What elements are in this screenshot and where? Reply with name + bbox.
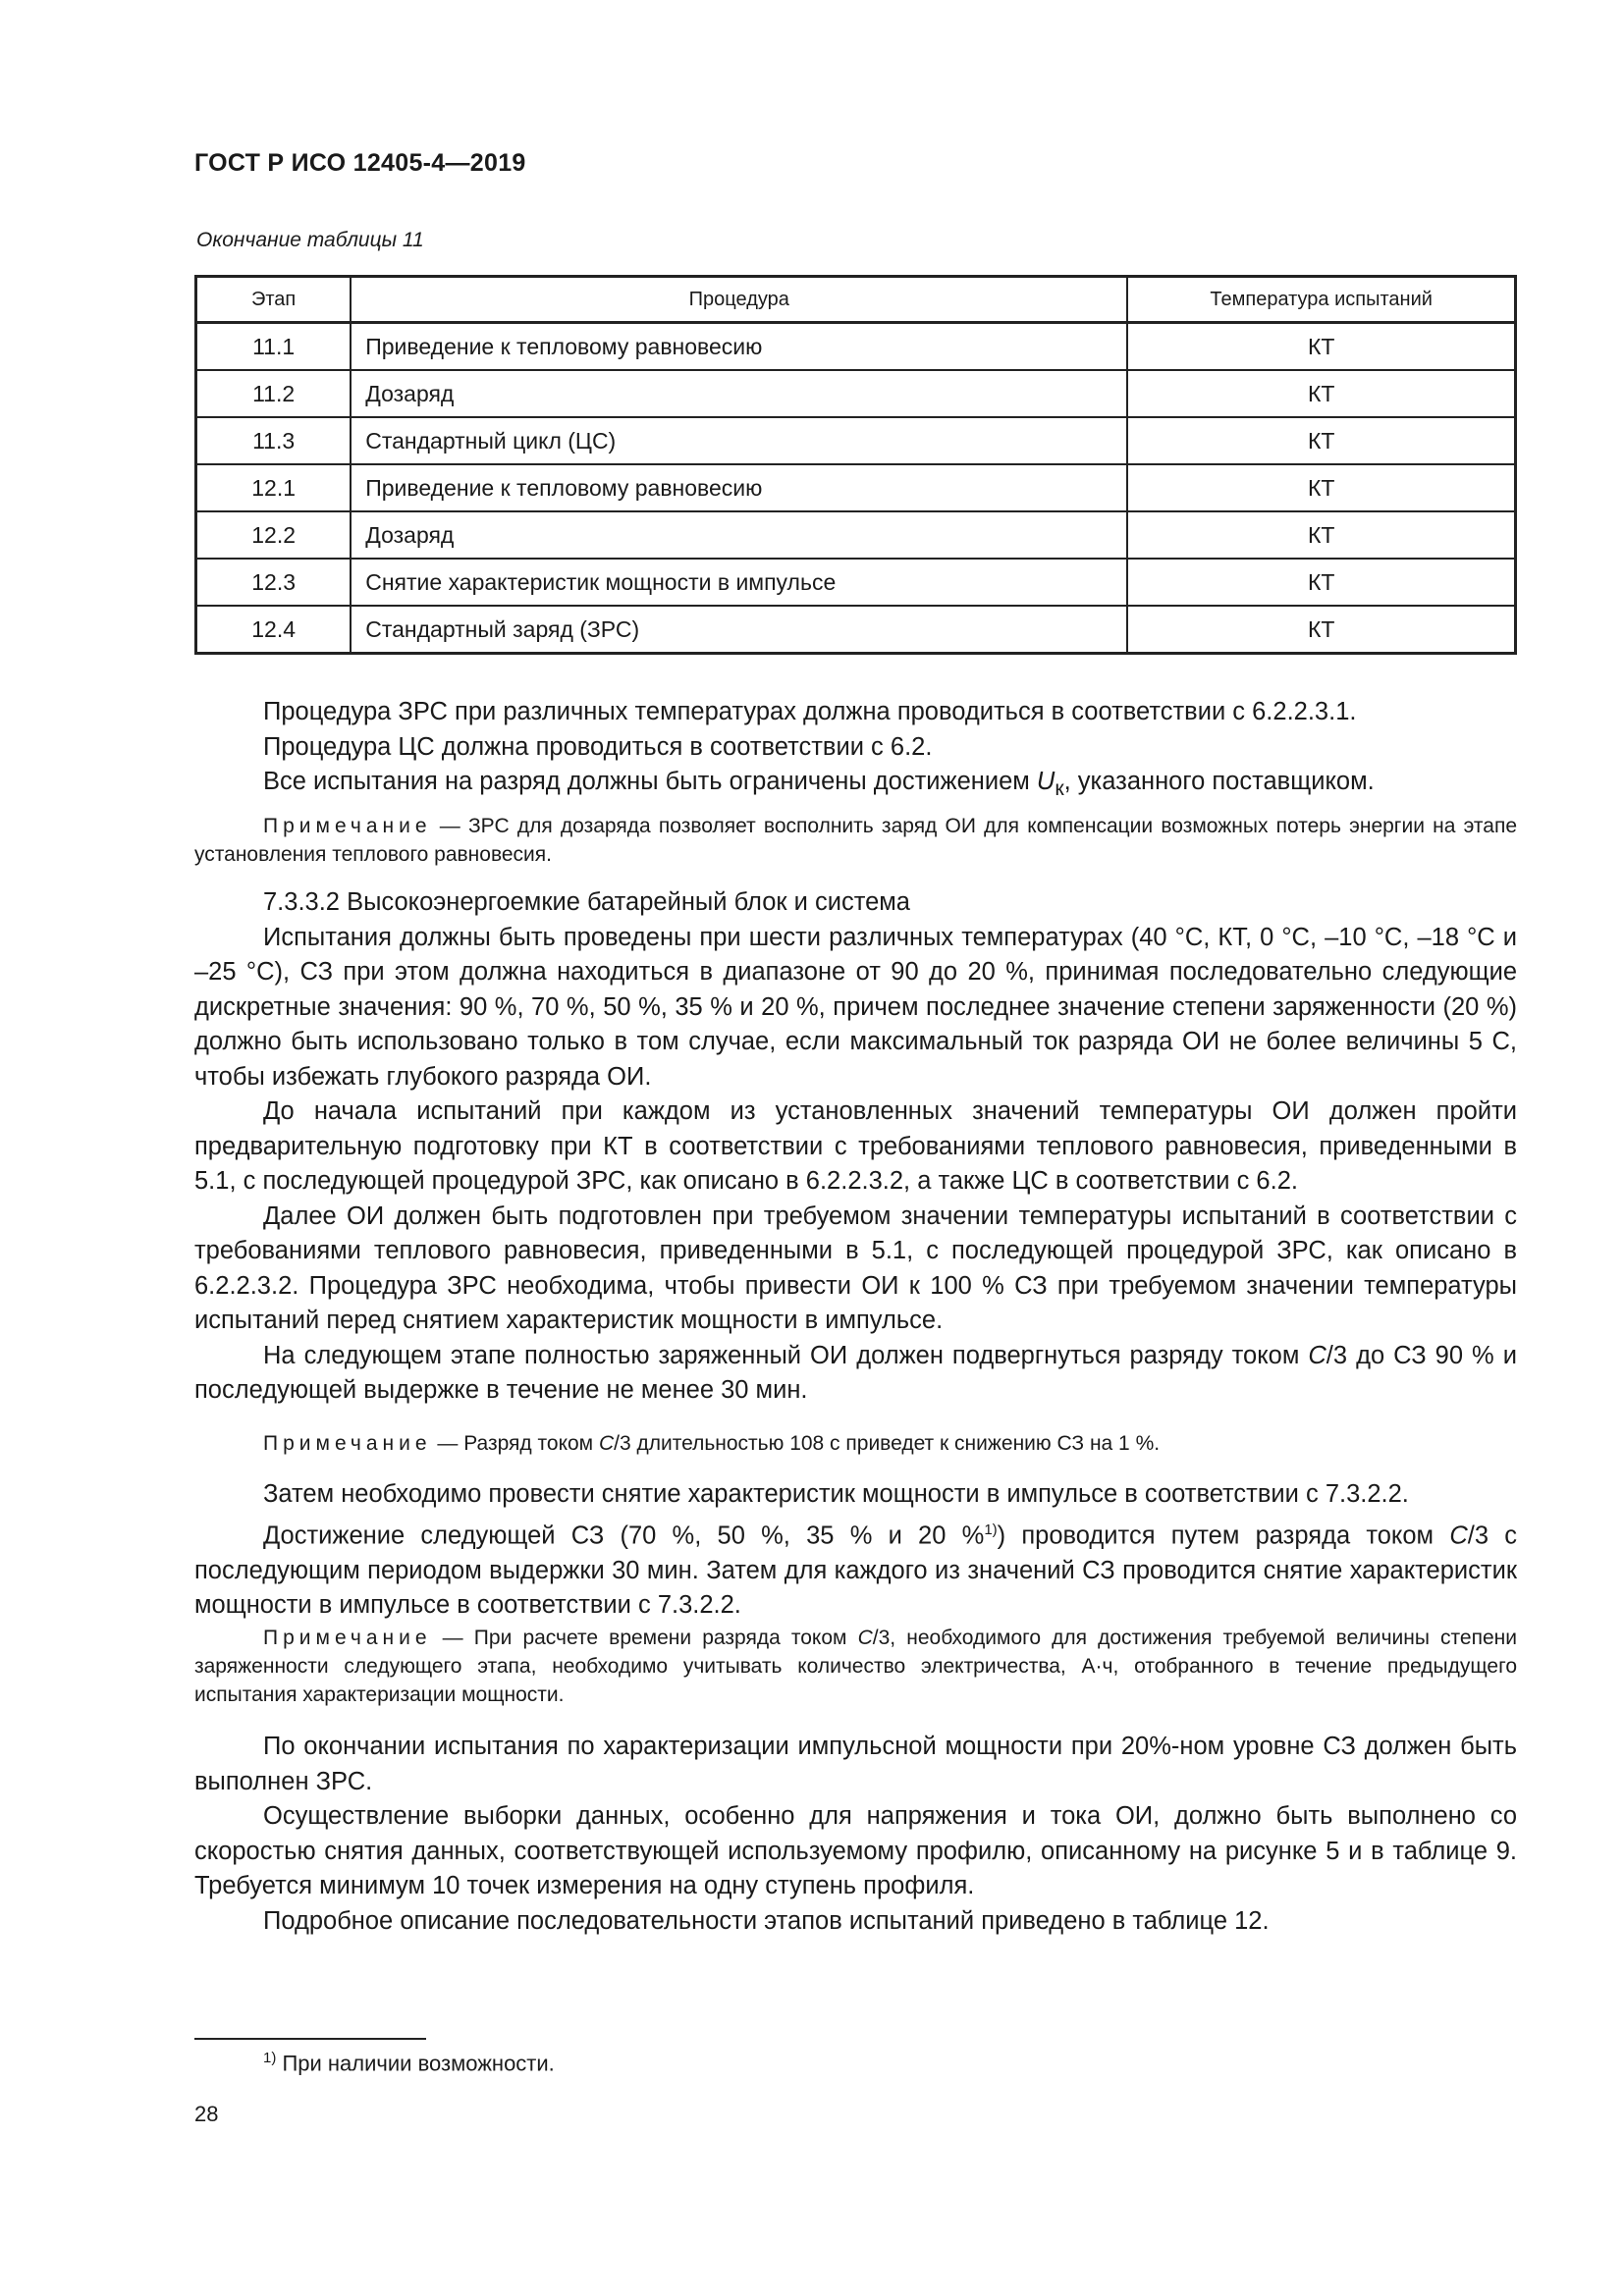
procedure-cell: Приведение к тепловому равновесию	[351, 323, 1127, 371]
paragraph-reference-table-12: Подробное описание последовательности этапов испытаний приведено в таблице 12.	[263, 1906, 1270, 1935]
table-row	[196, 323, 1516, 371]
procedure-cell: Дозаряд	[351, 511, 1127, 559]
step-cell: 12.4	[196, 606, 352, 654]
paragraph-discharge-limit: Все испытания на разряд должны быть ограничены достижением $U_к$, указанного поставщиком.	[263, 768, 1375, 801]
table-row	[196, 559, 1516, 606]
paragraph-cs-procedure: Процедура ЦС должна проводиться в соответствии с 6.2.	[263, 732, 933, 761]
table-caption: Окончание таблицы 11	[196, 229, 424, 251]
note-label: Примечание	[263, 1627, 432, 1649]
paragraph-preconditioning: До начала испытаний при каждом из установленных значений температуры ОИ должен пройти предварительную подготовку при КТ в соответствии с требованиями теплового равновесия, приведенными в 5.1, с последующей процедурой ЗРС, как описано в 6.2.2.3.2, а также ЦС в соответствии с 6.2.	[194, 1097, 1517, 1195]
note-1: Примечание — ЗРС для дозаряда позволяет восполнить заряд ОИ для компенсации возможных потерь энергии на этапе установления теплового равновесия.	[194, 815, 1517, 866]
procedure-cell: Приведение к тепловому равновесию	[351, 464, 1127, 511]
page-number: 28	[194, 2102, 219, 2126]
column-header-step: Этап	[196, 277, 352, 323]
step-cell: 12.1	[196, 464, 352, 511]
table-row	[196, 370, 1516, 417]
temperature-cell: КТ	[1127, 511, 1515, 559]
temperature-cell: КТ	[1127, 323, 1515, 371]
step-cell: 11.3	[196, 417, 352, 464]
section-heading: 7.3.3.2 Высокоэнергоемкие батарейный блок и система	[263, 888, 910, 916]
paragraph-preparation: Далее ОИ должен быть подготовлен при требуемом значении температуры испытаний в соответствии с требованиями теплового равновесия, приведенными в 5.1, с последующей процедурой ЗРС, как описано в 6.2.2.3.2. Процедура ЗРС необходима, чтобы привести ОИ к 100 % СЗ при требуемом значении температуры испытаний перед снятием характеристик мощности в импульсе.	[194, 1201, 1517, 1334]
step-cell: 12.2	[196, 511, 352, 559]
paragraph-pulse-characteristics: Затем необходимо провести снятие характеристик мощности в импульсе в соответствии с 7.3.2.2.	[263, 1480, 1409, 1508]
steps-table	[194, 275, 1517, 655]
procedure-cell: Снятие характеристик мощности в импульсе	[351, 559, 1127, 606]
body-text-end	[194, 1730, 1517, 1939]
footnote-separator	[194, 2038, 426, 2040]
table-row	[196, 464, 1516, 511]
temperature-cell: КТ	[1127, 464, 1515, 511]
note-label: Примечание	[263, 1432, 432, 1455]
table-row	[196, 417, 1516, 464]
step-cell: 11.1	[196, 323, 352, 371]
footnote: $^{1)}$ При наличии возможности.	[263, 2050, 555, 2076]
body-text-lower	[194, 1477, 1517, 1624]
paragraph-zrs-procedure: Процедура ЗРС при различных температурах должна проводиться в соответствии с 6.2.2.3.1.	[263, 698, 1357, 725]
voltage-symbol: U	[1036, 768, 1056, 795]
column-header-temperature: Температура испытаний	[1127, 277, 1515, 323]
note-2: Примечание — Разряд током С/3 длительностью 108 с приведет к снижению СЗ на 1 %.	[263, 1432, 1161, 1455]
note-3: Примечание — При расчете времени разряда током С/3, необходимого для достижения требуемой величины степени заряженности следующего этапа, необходимо учитывать количество электричества, А·ч, отобранного в течение предыдущего испытания характеризации мощности.	[194, 1627, 1517, 1706]
table-header-row	[196, 277, 1516, 323]
paragraph-final-zrs: По окончании испытания по характеризации импульсной мощности при 20%-ном уровне СЗ должен быть выполнен ЗРС.	[194, 1733, 1517, 1795]
procedure-cell: Стандартный заряд (ЗРС)	[351, 606, 1127, 654]
step-cell: 11.2	[196, 370, 352, 417]
body-text-upper	[194, 695, 1517, 807]
body-text-middle	[194, 885, 1517, 1409]
table-row	[196, 511, 1516, 559]
paragraph-temperatures: Испытания должны быть проведены при шести различных температурах (40 °С, КТ, 0 °С, –10 °С, –18 °С и –25 °С), СЗ при этом должна находиться в диапазоне от 90 до 20 %, принимая последовательно следующие дискретные значения: 90 %, 70 %, 50 %, 35 % и 20 %, причем последнее значение степени заряженности (20 %) должно быть использовано только в том случае, если максимальный ток разряда ОИ не более величины 5 С, чтобы избежать глубокого разряда ОИ.	[194, 923, 1517, 1091]
procedure-cell: Стандартный цикл (ЦС)	[351, 417, 1127, 464]
column-header-procedure: Процедура	[351, 277, 1127, 323]
temperature-cell: КТ	[1127, 370, 1515, 417]
table-row	[196, 606, 1516, 654]
note-label: Примечание	[263, 815, 432, 837]
procedure-cell: Дозаряд	[351, 370, 1127, 417]
paragraph-data-sampling: Осуществление выборки данных, особенно для напряжения и тока ОИ, должно быть выполнено со скоростью снятия данных, соответствующей используемому профилю, описанному на рисунке 5 и в таблице 9. Требуется минимум 10 точек измерения на одну ступень профиля.	[194, 1802, 1517, 1899]
footnote-reference: 1)	[984, 1521, 998, 1538]
paragraph-discharge: На следующем этапе полностью заряженный ОИ должен подвергнуться разряду током С/3 до СЗ 90 % и последующей выдержке в течение не менее 30 мин.	[194, 1341, 1517, 1404]
step-cell: 12.3	[196, 559, 352, 606]
document-header: ГОСТ Р ИСО 12405-4—2019	[194, 149, 526, 177]
paragraph-next-soc: Достижение следующей СЗ (70 %, 50 %, 35 % и 20 %$^{1)}$) проводится путем разряда током С/3 с последующим периодом выдержки 30 мин. Затем для каждого из значений СЗ проводится снятие характеристик мощности в импульсе в соответствии с 7.3.2.2.	[194, 1521, 1517, 1619]
temperature-cell: КТ	[1127, 559, 1515, 606]
temperature-cell: КТ	[1127, 606, 1515, 654]
temperature-cell: КТ	[1127, 417, 1515, 464]
